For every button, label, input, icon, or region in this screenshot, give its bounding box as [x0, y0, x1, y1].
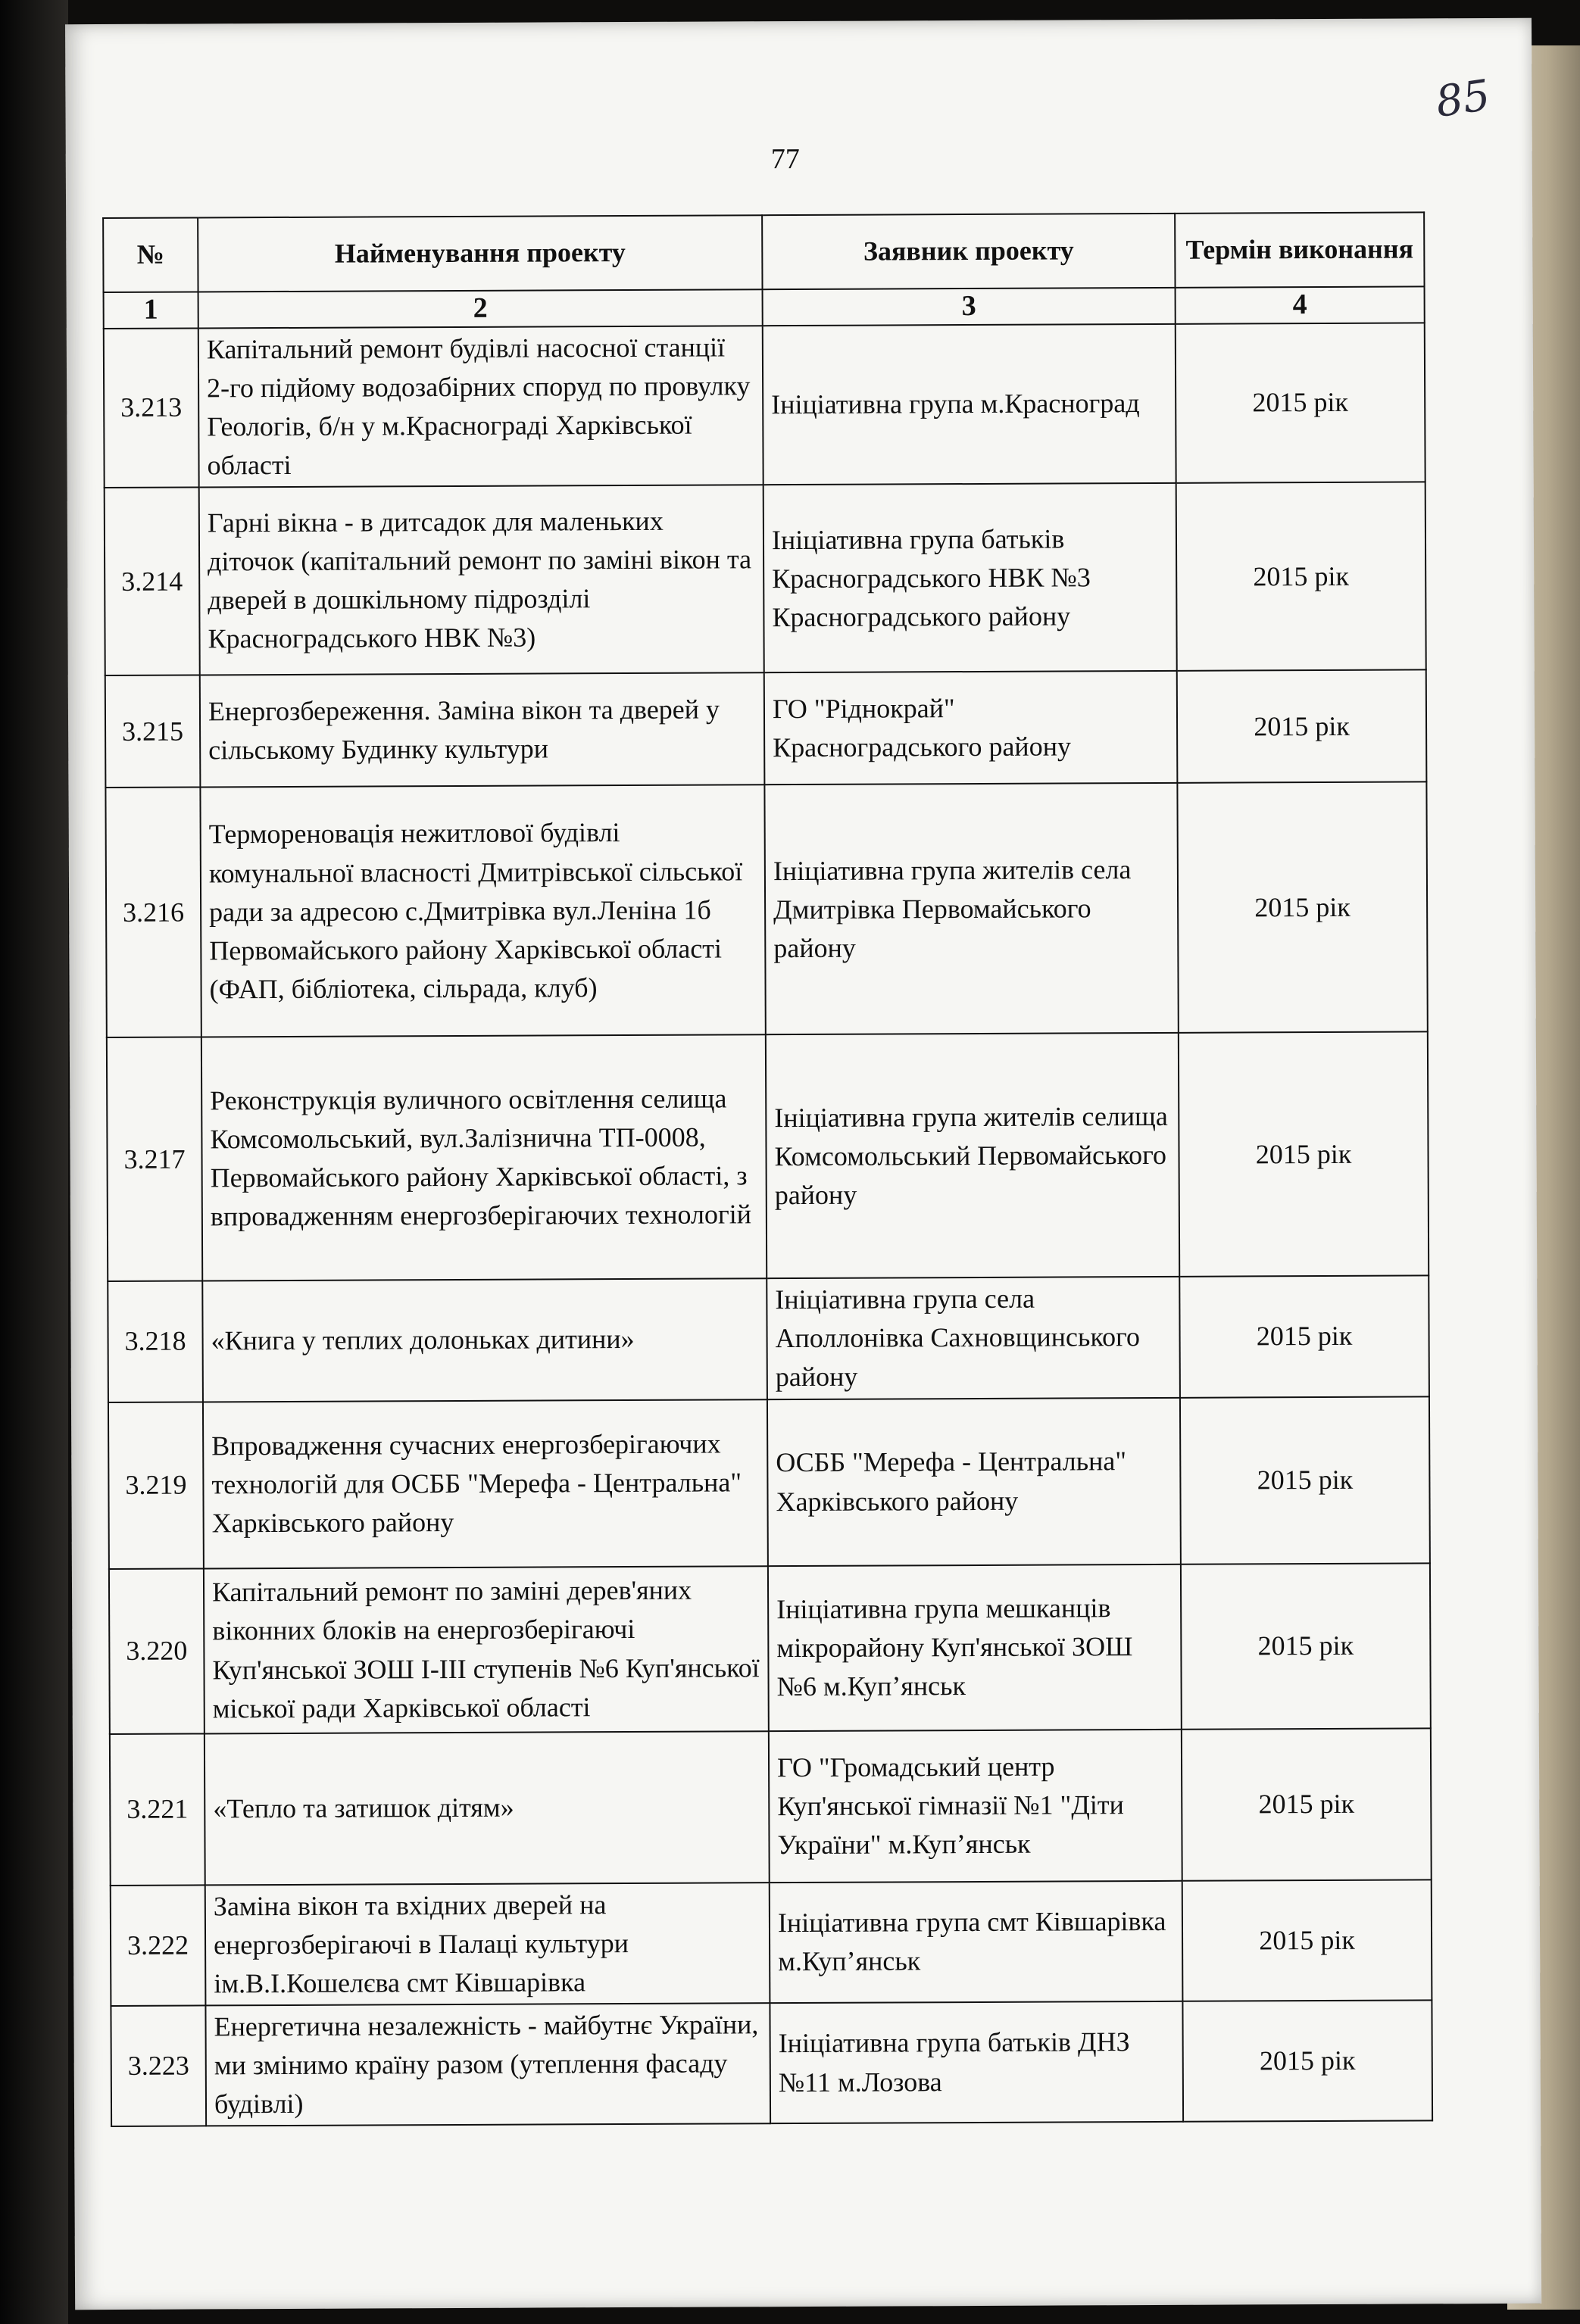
project-name-cell: Енергозбереження. Заміна вікон та дверей у сільському Будинку культури — [200, 672, 765, 787]
table-row — [107, 1032, 1429, 1282]
table-row — [110, 1728, 1432, 1886]
table-row — [111, 1879, 1432, 2006]
column-number: 4 — [1176, 286, 1425, 323]
project-name-cell: Термореновація нежитлової будівлі комунальної власності Дмитрівської сільської ради за адресою с.Дмитрівка вул.Леніна 1б Первомайського району Харківської області (ФАП, бібліотека, сільрада, клуб) — [200, 785, 765, 1037]
project-name-cell: Реконструкція вуличного освітлення селища Комсомольський, вул.Залізнична ТП-0008, Первомайського району Харківської області, з впровадженням енергозберігаючих технологій — [201, 1034, 767, 1281]
header-term: Термін виконання — [1175, 212, 1424, 287]
projects-table — [102, 211, 1433, 2127]
column-number: 2 — [198, 289, 763, 328]
column-number: 1 — [104, 292, 198, 328]
table-row — [108, 1276, 1429, 1402]
project-term-cell: 2015 рік — [1182, 1728, 1432, 1880]
table-body — [104, 323, 1432, 2126]
project-number-cell: 3.220 — [109, 1568, 205, 1734]
project-applicant-cell: Ініціативна група жителів села Дмитрівка Первомайського району — [764, 783, 1178, 1034]
project-applicant-cell: Ініціативна група м.Красноград — [763, 324, 1176, 485]
project-applicant-cell: Ініціативна група смт Ківшарівка м.Куп’янськ — [770, 1880, 1183, 2003]
table-row — [105, 482, 1426, 676]
page-number: 77 — [770, 142, 800, 176]
project-term-cell: 2015 рік — [1177, 670, 1427, 783]
project-name-cell: Капітальний ремонт будівлі насосної станції 2-го підйому водозабірних споруд по провулку Геологів, б/н у м.Краснограді Харківської області — [198, 326, 763, 488]
project-number-cell: 3.218 — [108, 1281, 203, 1402]
table-row — [105, 782, 1427, 1038]
project-name-cell: Енергетична незалежність - майбутнє України, ми змінимо країну разом (утеплення фасаду будівлі) — [205, 2003, 770, 2126]
table-row — [104, 323, 1425, 488]
column-number-row — [104, 286, 1425, 328]
project-name-cell: «Тепло та затишок дітям» — [205, 1731, 770, 1885]
project-number-cell: 3.219 — [108, 1402, 204, 1569]
project-term-cell: 2015 рік — [1182, 1879, 1432, 2001]
table-header-row — [103, 212, 1424, 292]
project-number-cell: 3.222 — [111, 1885, 206, 2006]
project-term-cell: 2015 рік — [1182, 2000, 1432, 2122]
project-term-cell: 2015 рік — [1176, 323, 1425, 483]
book-binding-shadow — [0, 0, 68, 2324]
project-name-cell: Заміна вікон та вхідних дверей на енергозберігаючі в Палаці культури ім.В.І.Кошелєва смт Ківшарівка — [205, 1883, 770, 2006]
project-applicant-cell: Ініціативна група мешканців мікрорайону Куп'янської ЗОШ №6 м.Куп’янськ — [768, 1564, 1182, 1730]
project-applicant-cell: ГО "Ріднокрай" Красноградського району — [764, 671, 1178, 785]
table-row — [105, 670, 1427, 788]
project-number-cell: 3.217 — [107, 1037, 202, 1282]
header-number: № — [103, 217, 198, 292]
project-applicant-cell: Ініціативна група жителів селища Комсомольський Первомайського району — [766, 1033, 1179, 1278]
project-applicant-cell: Ініціативна група села Аполлонівка Сахновщинського району — [767, 1277, 1180, 1399]
project-applicant-cell: Ініціативна група батьків Красноградського НВК №3 Красноградського району — [763, 483, 1177, 672]
project-term-cell: 2015 рік — [1179, 1032, 1429, 1277]
project-term-cell: 2015 рік — [1177, 782, 1427, 1033]
table-row — [108, 1396, 1430, 1569]
project-number-cell: 3.214 — [105, 488, 200, 676]
table-row — [111, 2000, 1432, 2126]
project-term-cell: 2015 рік — [1176, 482, 1426, 671]
document-page — [65, 18, 1541, 2310]
project-number-cell: 3.215 — [105, 675, 201, 788]
project-applicant-cell: ОСББ "Мерефа - Центральна" Харківського району — [767, 1397, 1181, 1565]
header-applicant: Заявник проекту — [762, 214, 1175, 289]
project-term-cell: 2015 рік — [1179, 1276, 1429, 1398]
project-number-cell: 3.216 — [105, 788, 201, 1038]
project-name-cell: Гарні вікна - в дитсадок для маленьких діточок (капітальний ремонт по заміні вікон та дверей в дошкільному підрозділі Красноградського НВК №3) — [199, 485, 764, 675]
table-row — [109, 1563, 1431, 1734]
project-number-cell: 3.221 — [110, 1733, 205, 1886]
project-name-cell: «Книга у теплих долоньках дитини» — [202, 1278, 767, 1402]
project-applicant-cell: Ініціативна група батьків ДНЗ №11 м.Лозова — [770, 2001, 1183, 2124]
project-number-cell: 3.213 — [104, 328, 199, 488]
handwritten-page-mark: 85 — [1432, 70, 1494, 127]
project-number-cell: 3.223 — [111, 2005, 206, 2126]
project-term-cell: 2015 рік — [1181, 1563, 1431, 1729]
project-term-cell: 2015 рік — [1180, 1396, 1430, 1564]
project-name-cell: Впровадження сучасних енергозберігаючих технологій для ОСББ "Мерефа - Центральна" Харківського району — [203, 1399, 768, 1568]
project-name-cell: Капітальний ремонт по заміні дерев'яних віконних блоків на енергозберігаючі Куп'янської ЗОШ І-ІІІ ступенів №6 Куп'янської міської ради Харківської області — [204, 1566, 769, 1733]
header-project-name: Найменування проекту — [198, 215, 762, 292]
project-applicant-cell: ГО "Громадський центр Куп'янської гімназії №1 "Діти України" м.Куп’янськ — [769, 1729, 1182, 1882]
column-number: 3 — [763, 288, 1176, 326]
